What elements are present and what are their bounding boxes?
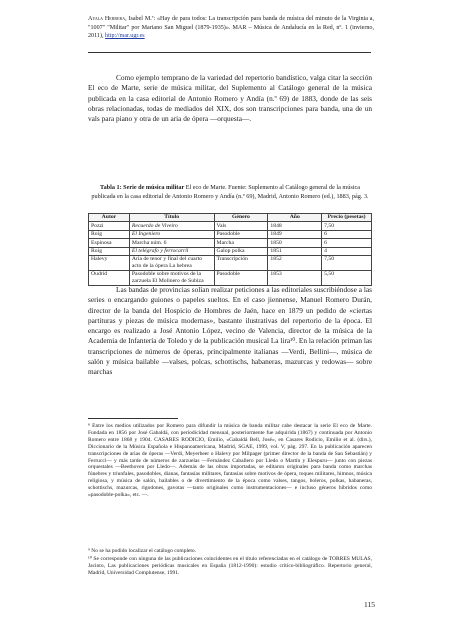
cell-precio: 4 xyxy=(322,247,372,255)
cell-genero: Vals xyxy=(214,222,268,230)
header-ano: Año xyxy=(268,214,322,222)
footnote-9: ⁹ No se ha podido localizar el catálogo completo. xyxy=(88,548,197,554)
cell-genero: Pasodoble xyxy=(214,270,268,285)
header-link[interactable]: http://mar.ugr.es xyxy=(105,33,145,40)
cell-titulo: El telégrafo y ferrocarril xyxy=(129,247,214,255)
table-caption-label: Tabla 1: Serie de música militar xyxy=(100,184,185,191)
cell-ano: 1851 xyxy=(268,247,322,255)
cell-precio: 7,50 xyxy=(322,222,372,230)
cell-genero: Marcha xyxy=(214,239,268,247)
cell-titulo: El Ingeniero xyxy=(129,230,214,238)
cell-autor: Roig xyxy=(89,230,130,238)
table-caption xyxy=(88,184,372,201)
page-number: 115 xyxy=(364,600,375,609)
body-paragraph-1: Como ejemplo temprano de la variedad del repertorio bandístico, valga citar la sección El eco de Marte, serie de música militar, del Suplemento al Catálogo general de la música publicada en la casa editorial de Antonio Romero y Andía (n.º 69) de 1883, donde de las seis obras relacionadas, todas de mediados del XIX, dos son transcripciones para banda, una de un vals para piano y otra de un aria de ópera —orquesta—. xyxy=(88,73,372,124)
footnote-rule xyxy=(88,418,178,419)
cell-genero: Pasodoble xyxy=(214,230,268,238)
cell-titulo: Aria de tenor y final del cuarto acto de la ópera La hebrea xyxy=(129,255,214,270)
header-rule xyxy=(88,52,371,53)
table-header-row xyxy=(89,214,372,222)
cell-precio: 7,50 xyxy=(322,255,372,270)
cell-precio: 5,50 xyxy=(322,270,372,285)
cell-precio: 6 xyxy=(322,239,372,247)
table-row xyxy=(89,230,372,238)
cell-genero: Transcripción xyxy=(214,255,268,270)
footnote-10: ¹⁰ Se corresponde con ninguna de las publicaciones coincidentes en el título referenciadas en el catálogo de TORRES MULAS, Jacinto, Las publicaciones periódicas musicales en España (1812-1990): estudio crítico-bibliográfico. Repertorio general, Madrid, Universidad Complutense, 1991. xyxy=(88,556,372,576)
cell-autor: Halevy xyxy=(89,255,130,270)
cell-genero: Galop polka xyxy=(214,247,268,255)
header-autor: Autor xyxy=(89,214,130,222)
header-author: Ayala Herrera xyxy=(88,16,126,22)
header-precio: Precio (pesetas) xyxy=(322,214,372,222)
cell-ano: 1852 xyxy=(268,255,322,270)
header-genero: Género xyxy=(214,214,268,222)
body-paragraph-2: Las bandas de provincias solían realizar peticiones a las editoriales suscribiéndose a las series o encargando guiones o papeles sueltos. En el caso jiennense, Manuel Romero Durán, director de la banda del Hospicio de Hombres de Jaén, hace en 1879 un pedido de «ciertas partituras y piezas de música modernas», bastante ilustrativas del repertorio de la época. El encargo es realizado a José Antonio López, vecino de Valencia, director de la música de la Academia de Infantería de Toledo y de la publicación musical La lira¹⁰. En la relación priman las transcripciones de números de óperas, principalmente italianas —Verdi, Bellini—, música de salón y música bailable —valses, polcas, schottischs, habaneras, mazurcas y redowas— sobre marchas xyxy=(88,285,372,377)
header-titulo: Título xyxy=(129,214,214,222)
cell-ano: 1849 xyxy=(268,230,322,238)
cell-ano: 1848 xyxy=(268,222,322,230)
cell-titulo: Recuerdo de Viveiro xyxy=(129,222,214,230)
table-caption-source: El eco de Marte. Fuente: Suplemento al Catálogo general de la música publicada en la casa editorial de Antonio Romero y Andía (n.º 69), Madrid, Antonio Romero (ed.), 1883, pág. 3. xyxy=(91,184,369,200)
cell-ano: 1850 xyxy=(268,239,322,247)
repertoire-table xyxy=(88,213,372,286)
cell-autor: Roig xyxy=(89,247,130,255)
table-row xyxy=(89,247,372,255)
table-row xyxy=(89,222,372,230)
running-header xyxy=(88,15,374,41)
header-citation: , Isabel M.ª: «Hay de para todos: La transcripción para banda de música del minuto de la Virginia a, "1007" "Militar" por Mariano San Miguel (1879-1935)». MAR – Música de Andalucía en la Red, nº. 1 (invierno, 2011), xyxy=(88,16,374,40)
cell-autor: Espinosa xyxy=(89,239,130,247)
table-row xyxy=(89,270,372,285)
footnote-8: ⁸ Entre los medios utilizados por Romero para difundir la música de banda militar cabe destacar la serie El eco de Marte. Fundada en 1856 por José Gabaldá, con periodicidad mensual, posteriormente fue adquirida (1867) y continuada por Antonio Romero entre 1868 y 1904. CASARES RODICIO, Emilio, «Gabaldá Bell, José», en Casares Rodicio, Emilio et al. (dirs.), Diccionario de la Música Española e Hispanoamericana, Madrid, SGAE, 1999, vol. V, pág. 297. En la publicación aparecen transcripciones de arias de óperas —Verdi, Meyerbeer o Halevy por Milpager (primer director de la banda de San Sebastián) y Ferrucci— y más tarde de números de zarzuelas —Fernández Caballero por Lledo o Martín y Elespuru— junto con piezas orquestales —Beethoven por Lledo—. Además de las obras importadas, se editaron originales para banda como marchas fúnebres y triunfales, pasodobles, dianas, fantasías militares, fantasías sobre motivos de ópera, toques militares, himnos, música religiosa, y música de salón, bailables o de divertimiento de la época como valses, tangos, boleros, polkas, habaneras, schottischs, mazurcas, rigodones, gavotas —tanto originales como instrumentaciones— e incluso géneros híbridos como «pasodoble-polka», etc. —. xyxy=(88,423,372,499)
cell-titulo: Pasodoble sobre motivos de la zarzuela El Molinero de Subiza xyxy=(129,270,214,285)
table-row xyxy=(89,255,372,270)
cell-precio: 6 xyxy=(322,230,372,238)
cell-autor: Oudrid xyxy=(89,270,130,285)
cell-ano: 1853 xyxy=(268,270,322,285)
table-row xyxy=(89,239,372,247)
cell-autor: Pozzi xyxy=(89,222,130,230)
cell-titulo: Marcha núm. 6 xyxy=(129,239,214,247)
